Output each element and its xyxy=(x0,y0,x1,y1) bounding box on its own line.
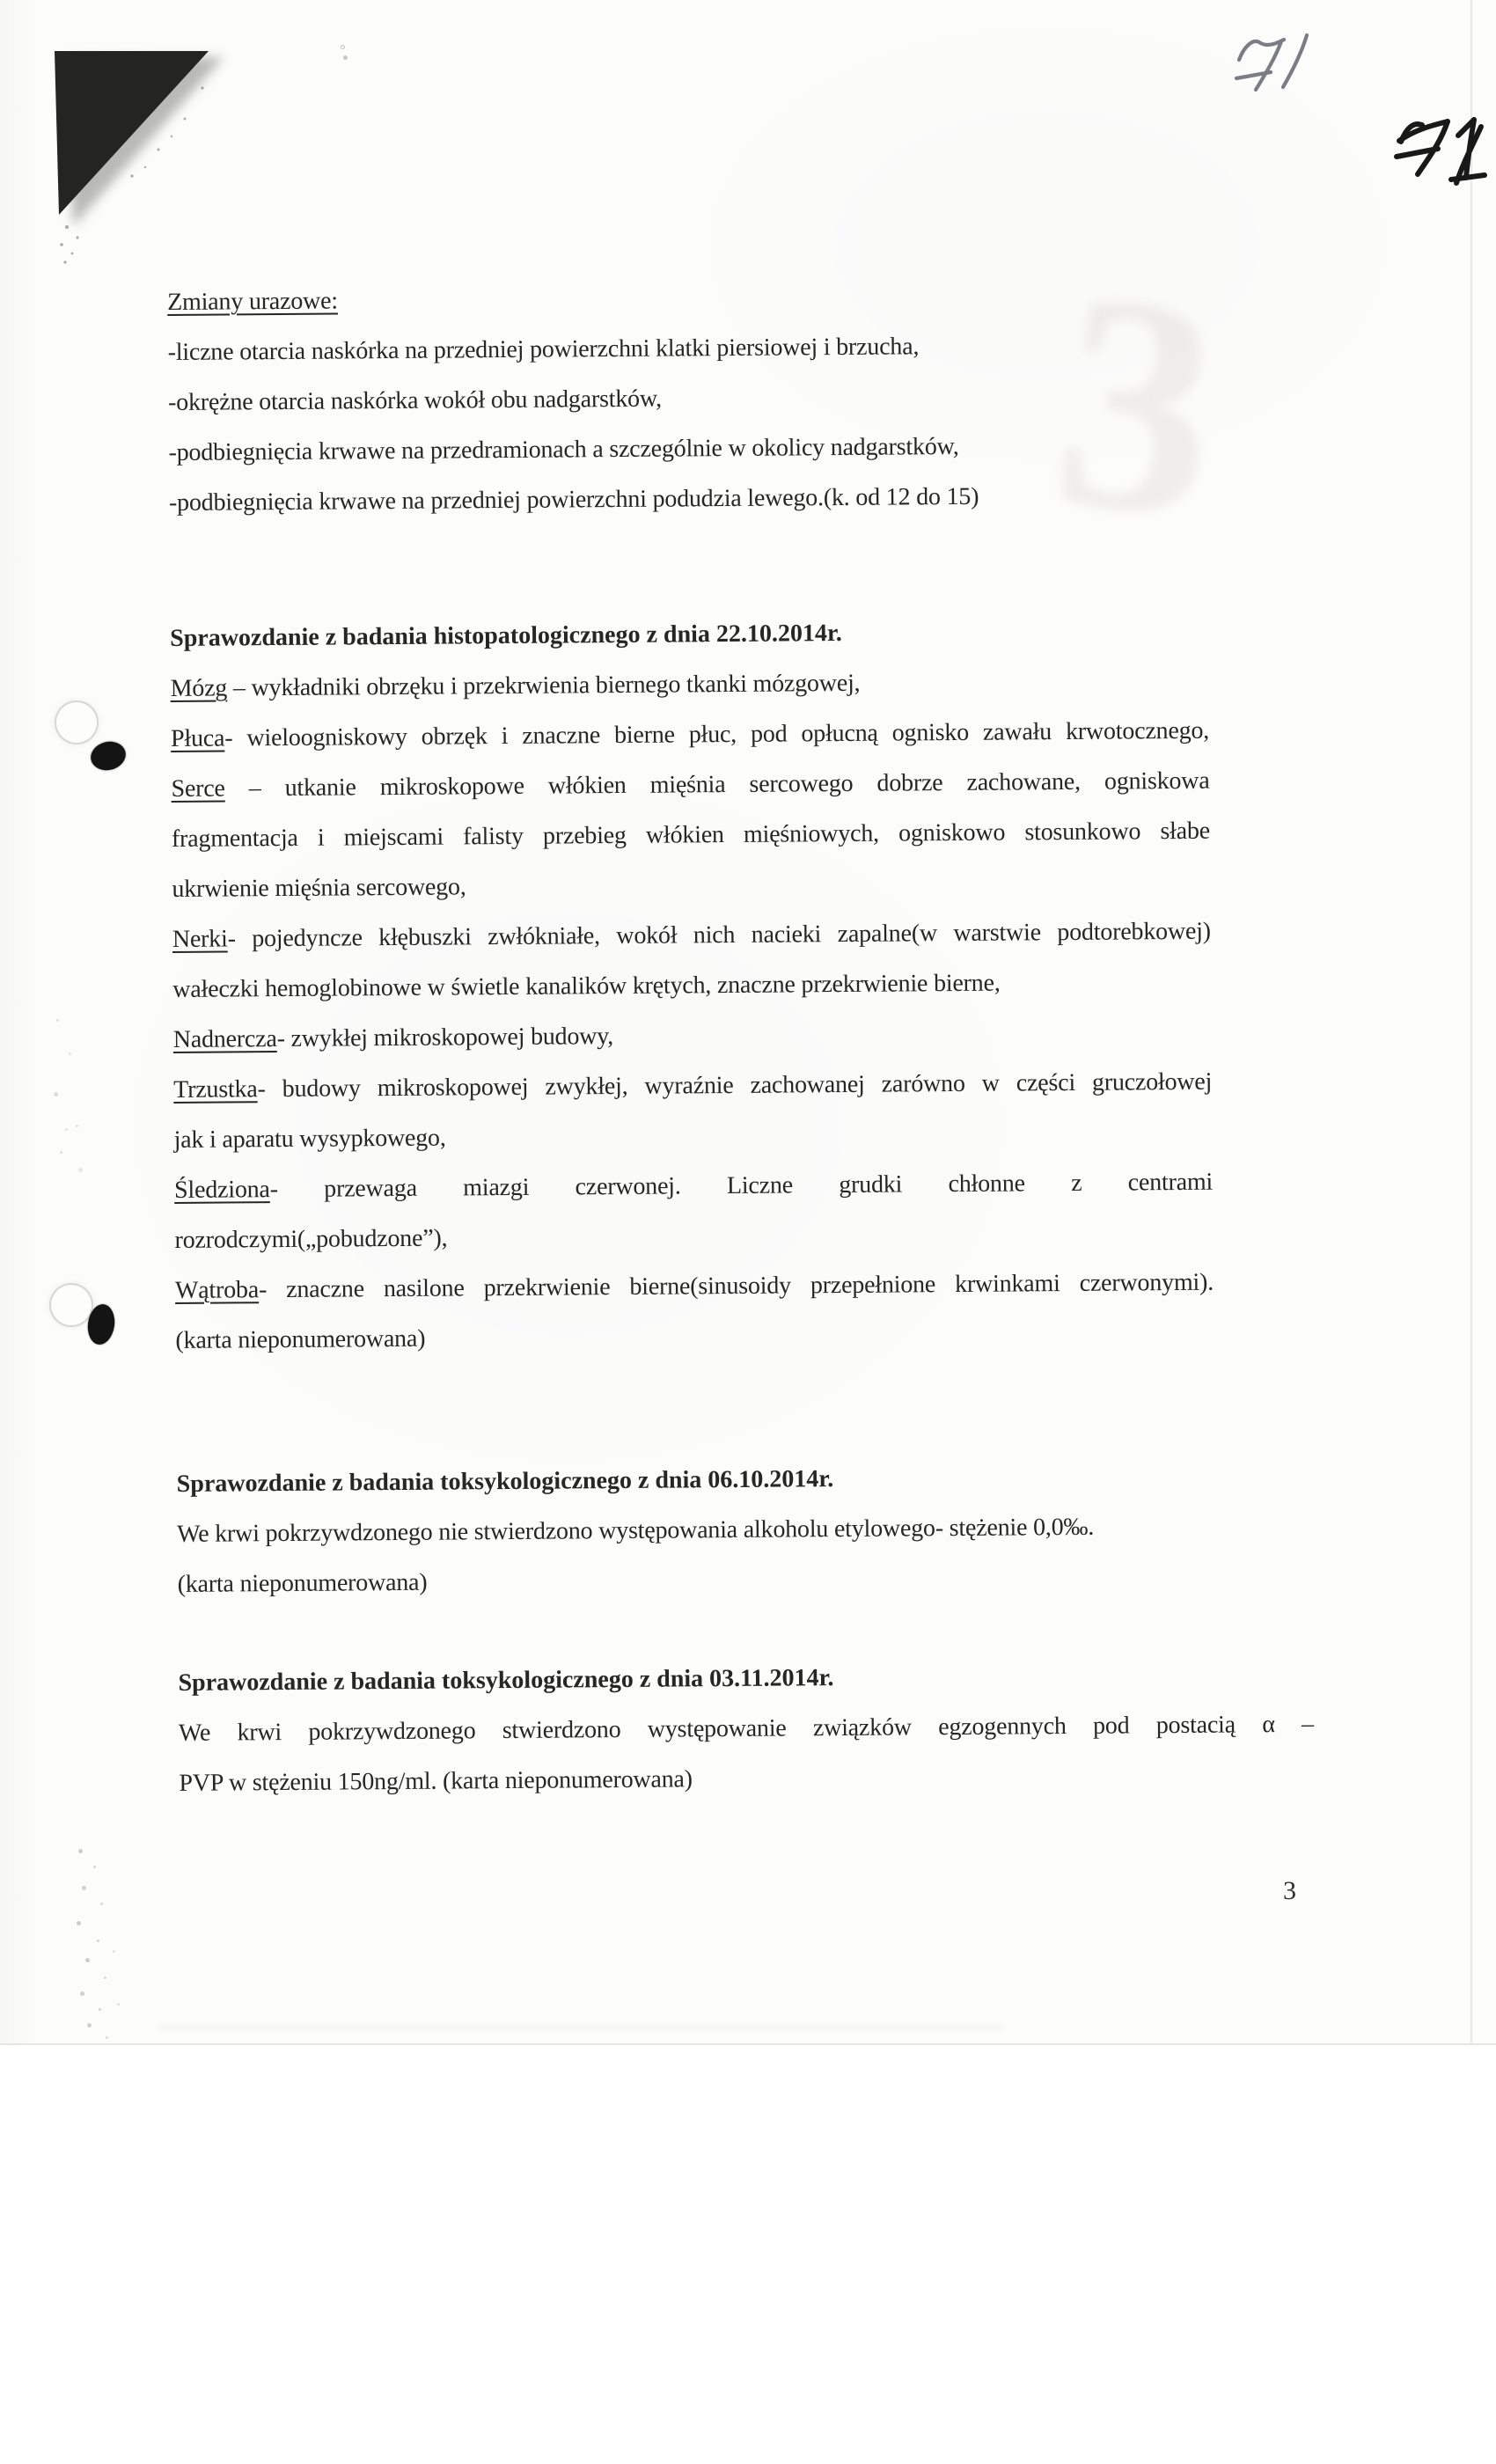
scan-shading-band xyxy=(158,2024,1003,2031)
text-line: (karta nieponumerowana) xyxy=(175,1324,426,1354)
text-line: ukrwienie mięśnia sercowego, xyxy=(172,873,466,903)
section-heading: Zmiany urazowe: xyxy=(167,287,339,316)
ghost-bleedthrough-numeral: 3 xyxy=(1040,225,1235,584)
text-line: We krwi pokrzywdzonego nie stwierdzono występowania alkoholu etylowego- stężenie 0,0‰. xyxy=(177,1513,1095,1548)
hole-punch xyxy=(51,1285,92,1325)
text-line: Mózg – wykładniki obrzęku i przekrwienia biernego tkanki mózgowej, xyxy=(170,669,861,702)
organ-term: Nerki xyxy=(172,925,228,953)
section xyxy=(177,1450,1313,1610)
text-line: -podbiegnięcia krwawe na przedramionach a szczególnie w okolicy nadgarstków, xyxy=(168,432,959,466)
text-line: Wątroba- znaczne nasilone przekrwienie bierne(sinusoidy przepełnione krwinkami czerwonymi). xyxy=(174,1268,1214,1304)
text-line: -podbiegnięcia krwawe na przedniej powierzchni podudzia lewego.(k. od 12 do 15) xyxy=(168,482,979,517)
text-line: PVP w stężeniu 150ng/ml. (karta nieponumerowana) xyxy=(179,1765,693,1797)
text-line: Nadnercza- zwykłej mikroskopowej budowy, xyxy=(172,1023,614,1053)
text-line: wałeczki hemoglobinowe w świetle kanalików krętych, znaczne przekrwienie bierne, xyxy=(172,969,1001,1003)
text-line: (karta nieponumerowana) xyxy=(177,1568,428,1598)
organ-term: Serce xyxy=(171,774,225,803)
noise-speckles xyxy=(74,1844,77,1847)
noise-speckles xyxy=(53,1012,55,1015)
text-line: Nerki- pojedyncze kłębuszki zwłókniałe, wokół nich nacieki zapalne(w warstwie podtorebkowej) xyxy=(172,917,1211,953)
organ-term: Śledziona xyxy=(173,1176,270,1204)
section-heading: Sprawozdanie z badania histopatologicznego z dnia 22.10.2014r. xyxy=(170,619,842,652)
section-heading: Sprawozdanie z badania toksykologicznego z dnia 06.10.2014r. xyxy=(176,1465,834,1498)
text-line: Serce – utkanie mikroskopowe włókien mięśnia sercowego dobrze zachowane, ogniskowa xyxy=(171,766,1210,803)
text-line: Płuca- wieloogniskowy obrzęk i znaczne bierne płuc, pod opłucną ognisko zawału krwotocznego, xyxy=(170,716,1210,752)
section xyxy=(167,269,1207,528)
section xyxy=(170,605,1214,1366)
text-line: Trzustka- budowy mikroskopowej zwykłej, wyraźnie zachowanej zarówno w części gruczołowej xyxy=(173,1067,1213,1104)
text-line: Śledziona- przewaga miazgi czerwonej. Liczne grudki chłonne z centrami xyxy=(173,1168,1214,1204)
text-line: jak i aparatu wysypkowego, xyxy=(173,1124,446,1154)
noise-speckles xyxy=(341,46,344,48)
organ-term: Mózg xyxy=(170,674,228,702)
text-line: -okrężne otarcia naskórka wokół obu nadgarstków, xyxy=(167,385,663,416)
organ-term: Wątroba xyxy=(174,1276,260,1304)
page-number: 3 xyxy=(1283,1876,1296,1905)
text-line: -liczne otarcia naskórka na przedniej powierzchni klatki piersiowej i brzucha, xyxy=(167,333,920,366)
section-heading: Sprawozdanie z badania toksykologicznego z dnia 03.11.2014r. xyxy=(178,1664,834,1697)
text-line: rozrodczymi(„pobudzone”), xyxy=(174,1224,448,1254)
text-line: fragmentacja i miejscami falisty przebieg włókien mięśniowych, ogniskowo stosunkowo słabe xyxy=(171,817,1211,853)
section xyxy=(178,1649,1314,1808)
organ-term: Trzustka xyxy=(173,1075,258,1104)
organ-term: Nadnercza xyxy=(172,1025,277,1053)
hole-punch xyxy=(56,702,97,743)
organ-term: Płuca xyxy=(170,724,225,752)
text-line: We krwi pokrzywdzonego stwierdzono występowanie związków egzogennych pod postacią α – xyxy=(178,1710,1315,1747)
